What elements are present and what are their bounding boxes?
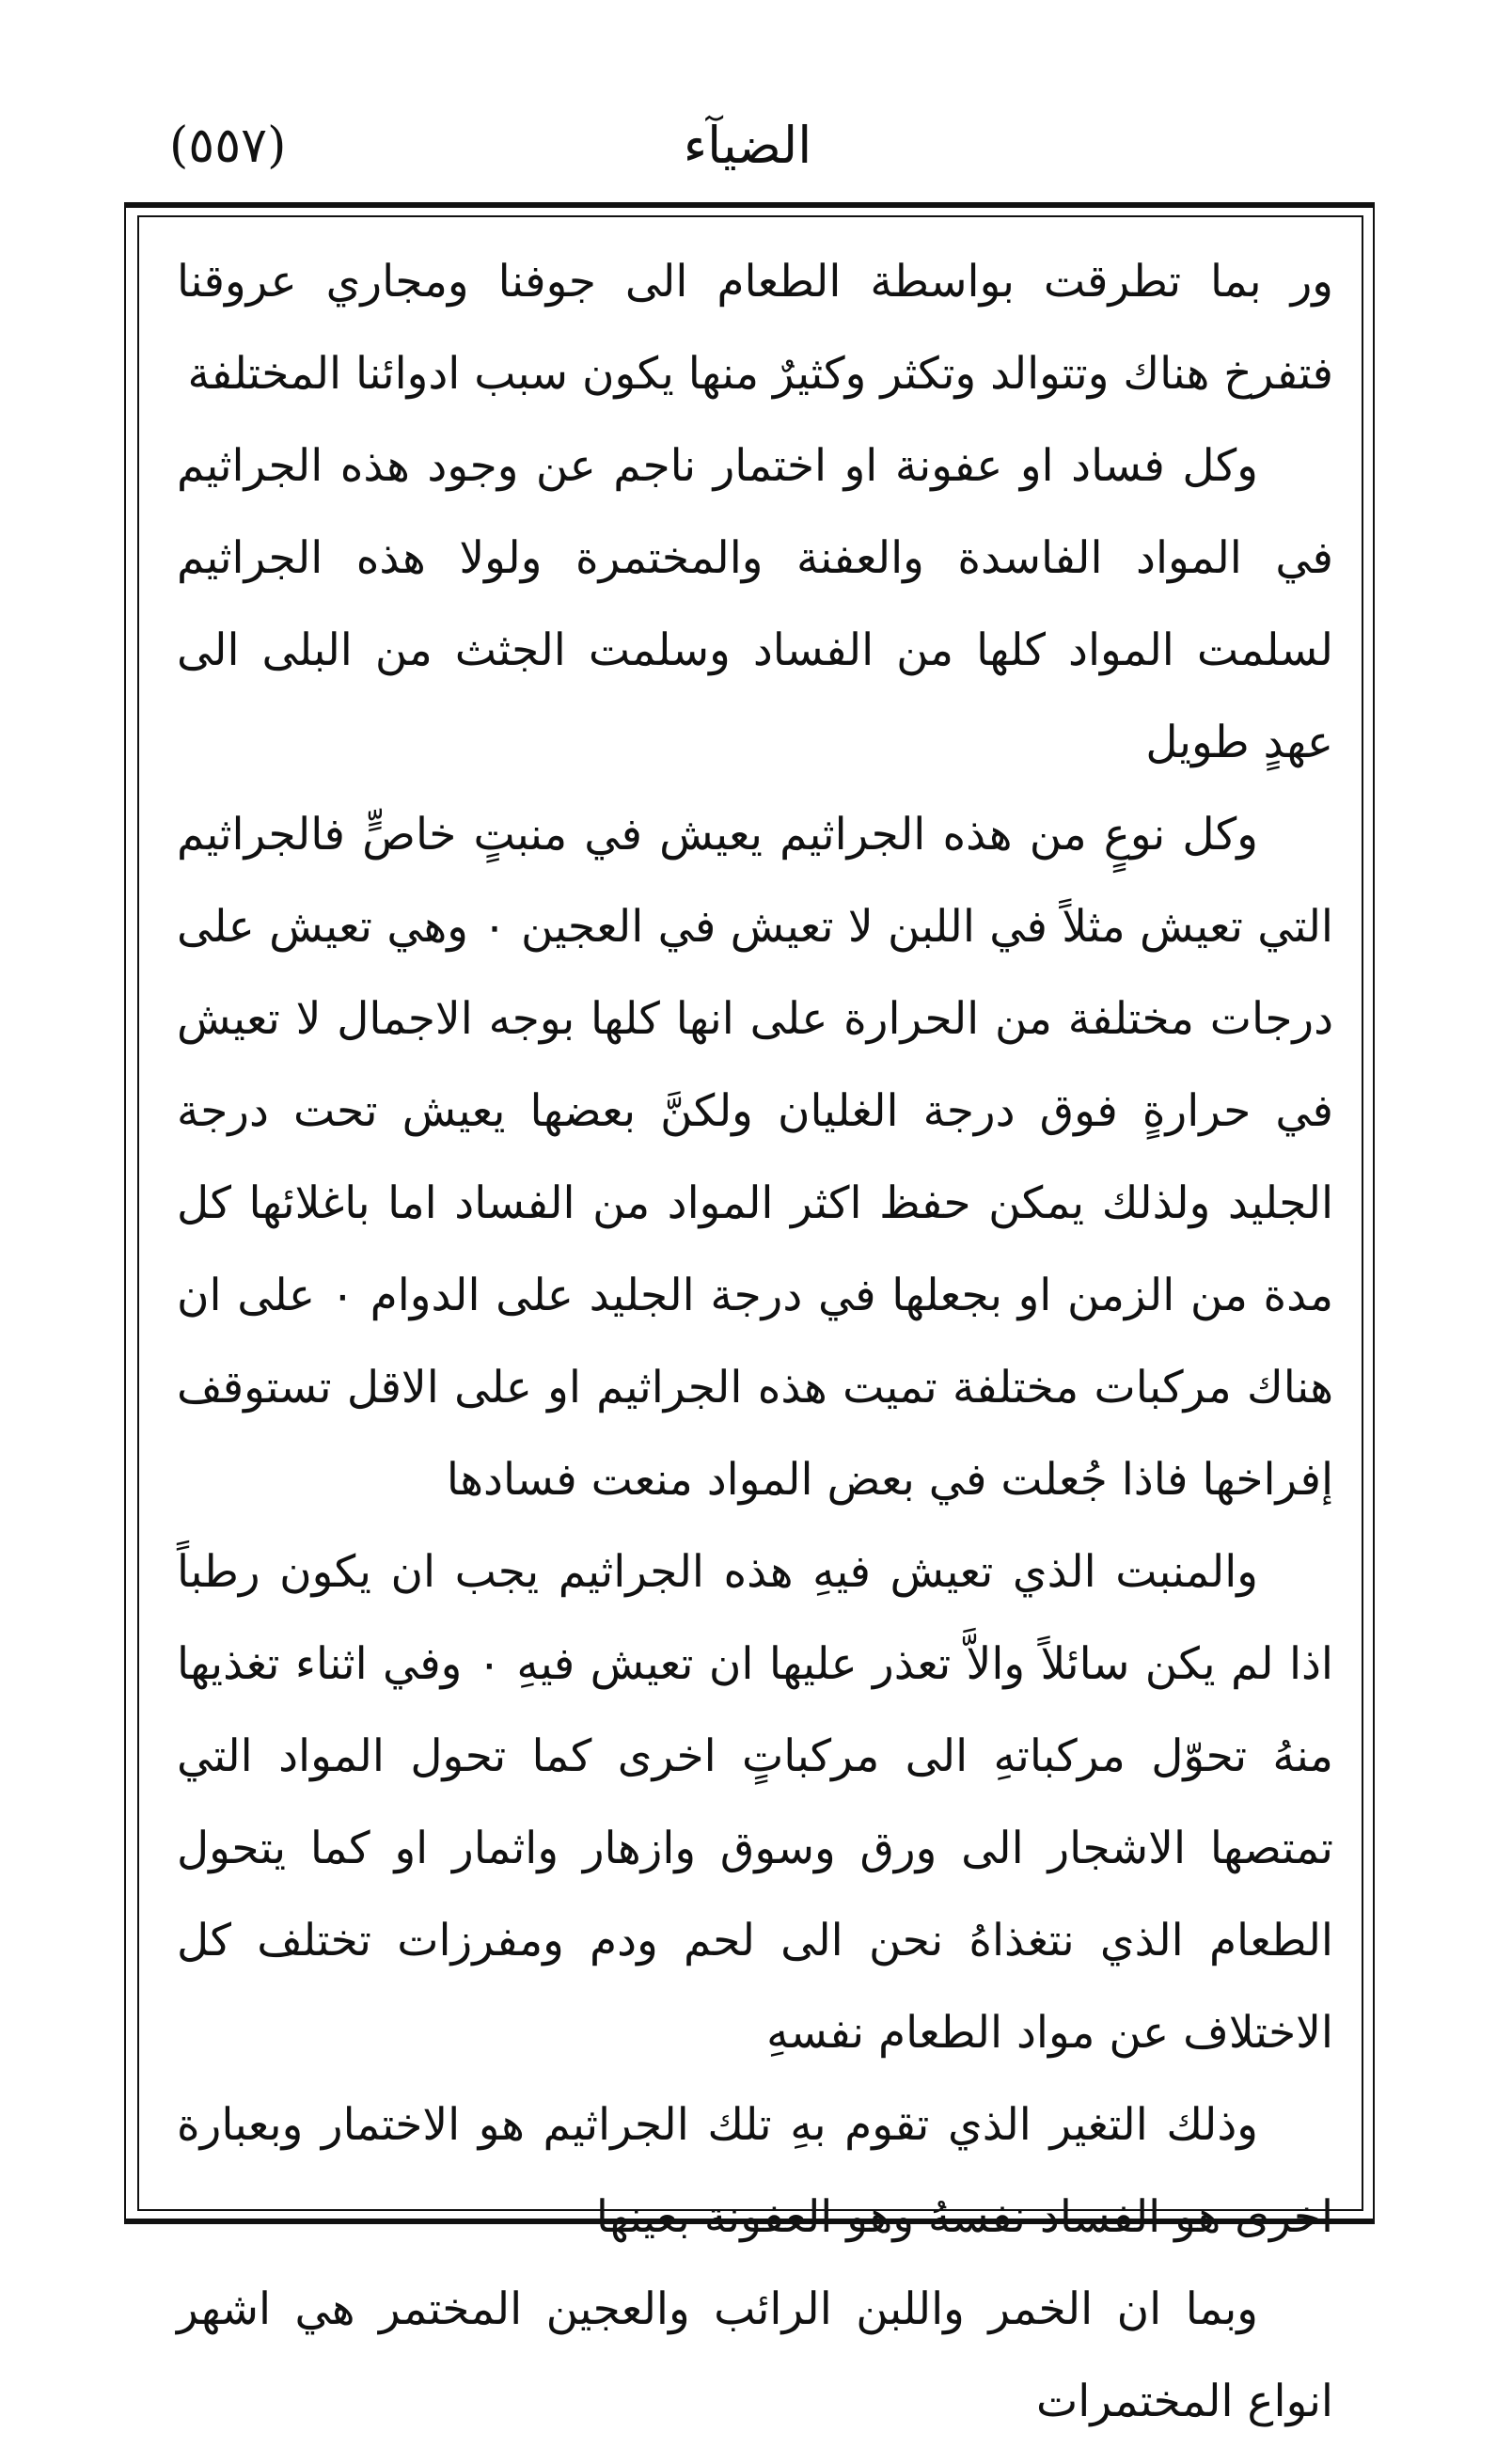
text-frame-inner [137,215,1363,2427]
page-title: الضيآء [683,116,812,175]
paragraph: وبما ان الخمر واللبن الرائب والعجين المختمر هي اشهر انواع المختمرات [177,2283,1333,2427]
paragraph: ور بما تطرقت بواسطة الطعام الى جوفنا ومجاري عروقنا فتفرخ هناك وتتوالد وتكثر وكثيرٌ منها يكون سبب ادوائنا المختلفة [177,256,1333,400]
text-frame [124,202,1375,2427]
paragraph: وكل فساد او عفونة او اختمار ناجم عن وجود هذه الجراثيم في المواد الفاسدة والعفنة والمختمرة ولولا هذه الجراثيم لسلمت المواد كلها من الفساد وسلمت الجثث من البلى الى عهدٍ طويل [177,440,1333,768]
text-body [177,236,1333,2448]
paragraph: والمنبت الذي تعيش فيهِ هذه الجراثيم يجب ان يكون رطباً اذا لم يكن سائلاً والاَّ تعذر عليها ان تعيش فيهِ ٠ وفي اثناء تغذيها منهُ تحوّل مركباتهِ الى مركباتٍ اخرى كما تحول المواد التي تمتصها الاشجار الى ورق وسوق وازهار واثمار او كما يتحول الطعام الذي نتغذاهُ نحن الى لحم ودم ومفرزات تختلف كل الاختلاف عن مواد الطعام نفسهِ [177,1546,1333,2059]
paragraph: وذلك التغير الذي تقوم بهِ تلك الجراثيم هو الاختمار وبعبارة اخرى هو الفساد نفسهُ وهو العفونة بعينها [177,2099,1333,2243]
paragraph: وكل نوعٍ من هذه الجراثيم يعيش في منبتٍ خاصٍّ فالجراثيم التي تعيش مثلاً في اللبن لا تعيش في العجين ٠ وهي تعيش على درجات مختلفة من الحرارة على انها كلها بوجه الاجمال لا تعيش في حرارةٍ فوق درجة الغليان ولكنَّ بعضها يعيش تحت درجة الجليد ولذلك يمكن حفظ اكثر المواد من الفساد اما باغلائها كل مدة من الزمن او بجعلها في درجة الجليد على الدوام ٠ على ان هناك مركبات مختلفة تميت هذه الجراثيم او على الاقل تستوقف إفراخها فاذا جُعلت في بعض المواد منعت فسادها [177,809,1334,1506]
page-number: (٥٥٧) [169,118,287,174]
page-header [141,103,1354,188]
